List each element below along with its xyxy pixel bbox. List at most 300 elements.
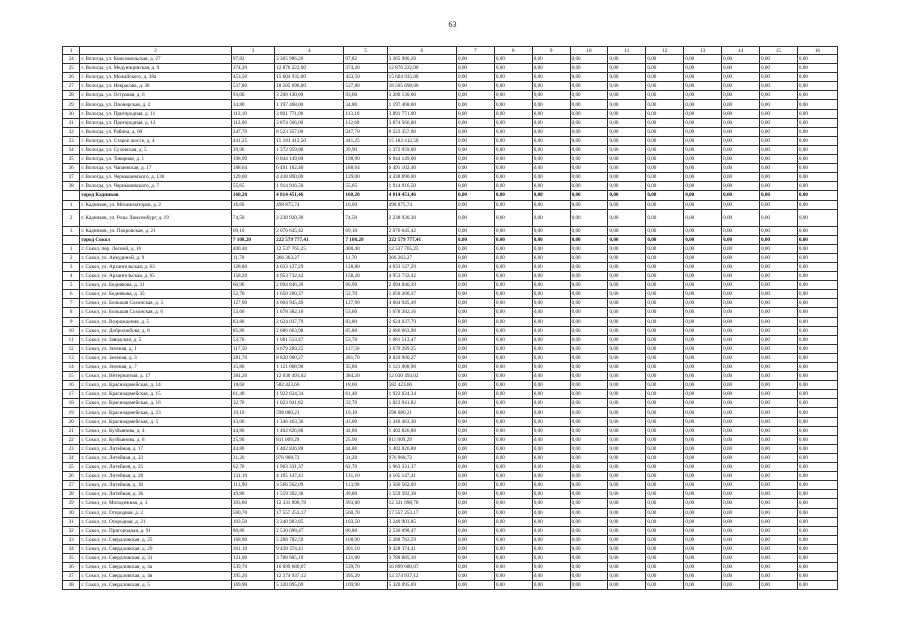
- zero-value-cell: 0,00: [608, 426, 646, 435]
- value-cell: 3 679 289,25: [275, 344, 344, 353]
- value-cell: 598 080,21: [387, 408, 456, 417]
- zero-value-cell: 0,00: [646, 226, 684, 235]
- zero-value-cell: 0,00: [456, 353, 494, 362]
- zero-value-cell: 0,00: [570, 335, 608, 344]
- zero-value-cell: 0,00: [608, 253, 646, 262]
- zero-value-cell: 0,00: [494, 463, 532, 472]
- zero-value-cell: 0,00: [684, 417, 722, 426]
- address-cell: г. Сокол, ул. Свердловская, д. 4в: [80, 572, 232, 581]
- zero-value-cell: 0,00: [722, 200, 760, 209]
- zero-value-cell: 0,00: [494, 335, 532, 344]
- table-row: [63, 281, 838, 290]
- zero-value-cell: 0,00: [759, 326, 797, 335]
- zero-value-cell: 0,00: [722, 381, 760, 390]
- zero-value-cell: 0,00: [456, 490, 494, 499]
- column-number-cell: 7: [456, 47, 494, 55]
- zero-value-cell: 0,00: [684, 453, 722, 462]
- zero-value-cell: 0,00: [570, 164, 608, 173]
- zero-value-cell: 0,00: [646, 381, 684, 390]
- row-number-cell: 1: [63, 200, 80, 209]
- zero-value-cell: 0,00: [646, 490, 684, 499]
- table-row: [63, 118, 838, 127]
- zero-value-cell: 0,00: [684, 272, 722, 281]
- zero-value-cell: 0,00: [494, 136, 532, 145]
- table-row: [63, 408, 838, 417]
- zero-value-cell: 0,00: [797, 353, 837, 362]
- zero-value-cell: 0,00: [797, 381, 837, 390]
- column-number-row: [63, 47, 838, 55]
- value-cell: 131,10: [231, 472, 274, 481]
- value-cell: 169,90: [231, 581, 274, 590]
- value-cell: 1 963 331,37: [387, 463, 456, 472]
- address-cell: г. Вологда, ул. Комсомольская, д. 27: [80, 55, 232, 64]
- row-number-cell: 26: [63, 472, 80, 481]
- value-cell: 18,60: [231, 381, 274, 390]
- address-cell: г. Сокол, ул. Огородная, д. 2: [80, 508, 232, 517]
- value-cell: 366 363,27: [387, 253, 456, 262]
- zero-value-cell: 0,00: [494, 191, 532, 200]
- value-cell: 66,90: [231, 281, 274, 290]
- zero-value-cell: 0,00: [722, 226, 760, 235]
- value-cell: 1 559 392,38: [275, 490, 344, 499]
- column-number-cell: 13: [684, 47, 722, 55]
- value-cell: 4 953 732,42: [387, 272, 456, 281]
- value-cell: 7 108,20: [344, 235, 387, 244]
- value-cell: 393,80: [231, 499, 274, 508]
- zero-value-cell: 0,00: [608, 155, 646, 164]
- value-cell: 8 820 900,27: [387, 353, 456, 362]
- address-cell: г. Сокол, ул. Красноармейская, д. 15: [80, 390, 232, 399]
- address-cell: город Сокол: [80, 235, 232, 244]
- zero-value-cell: 0,00: [684, 64, 722, 73]
- zero-value-cell: 0,00: [532, 127, 570, 136]
- value-cell: 66,90: [344, 281, 387, 290]
- zero-value-cell: 0,00: [684, 253, 722, 262]
- zero-value-cell: 0,00: [608, 417, 646, 426]
- value-cell: 12 876 222,00: [275, 64, 344, 73]
- zero-value-cell: 0,00: [646, 581, 684, 590]
- table-row: [63, 490, 838, 499]
- zero-value-cell: 0,00: [608, 118, 646, 127]
- zero-value-cell: 0,00: [532, 390, 570, 399]
- column-number-cell: 14: [722, 47, 760, 55]
- table-row: [63, 526, 838, 535]
- value-cell: 12 537 765,25: [275, 244, 344, 253]
- zero-value-cell: 0,00: [646, 417, 684, 426]
- value-cell: 395,20: [344, 572, 387, 581]
- zero-value-cell: 0,00: [797, 299, 837, 308]
- zero-value-cell: 0,00: [570, 145, 608, 154]
- address-cell: г. Сокол, ул. Литейная, д. 25: [80, 463, 232, 472]
- zero-value-cell: 0,00: [494, 344, 532, 353]
- zero-value-cell: 0,00: [570, 235, 608, 244]
- zero-value-cell: 0,00: [722, 563, 760, 572]
- zero-value-cell: 0,00: [759, 281, 797, 290]
- zero-value-cell: 0,00: [684, 444, 722, 453]
- zero-value-cell: 0,00: [456, 127, 494, 136]
- value-cell: 44,80: [344, 444, 387, 453]
- address-cell: г. Сокол, ул. Свердловская, д. 29: [80, 544, 232, 553]
- zero-value-cell: 0,00: [494, 363, 532, 372]
- zero-value-cell: 0,00: [494, 426, 532, 435]
- zero-value-cell: 0,00: [759, 335, 797, 344]
- zero-value-cell: 0,00: [722, 435, 760, 444]
- zero-value-cell: 0,00: [570, 127, 608, 136]
- value-cell: 15 604 935,00: [275, 73, 344, 82]
- zero-value-cell: 0,00: [684, 544, 722, 553]
- table-row: [63, 372, 838, 381]
- value-cell: 32,70: [344, 399, 387, 408]
- value-cell: 62,70: [231, 463, 274, 472]
- zero-value-cell: 0,00: [532, 155, 570, 164]
- zero-value-cell: 0,00: [722, 481, 760, 490]
- zero-value-cell: 0,00: [759, 481, 797, 490]
- zero-value-cell: 0,00: [570, 390, 608, 399]
- zero-value-cell: 0,00: [494, 435, 532, 444]
- zero-value-cell: 0,00: [608, 399, 646, 408]
- zero-value-cell: 0,00: [797, 235, 837, 244]
- zero-value-cell: 0,00: [759, 100, 797, 109]
- table-row: [63, 155, 838, 164]
- zero-value-cell: 0,00: [646, 344, 684, 353]
- zero-value-cell: 0,00: [494, 481, 532, 490]
- value-cell: 61,40: [344, 390, 387, 399]
- zero-value-cell: 0,00: [797, 526, 837, 535]
- table-row: [63, 463, 838, 472]
- value-cell: 168,90: [344, 535, 387, 544]
- zero-value-cell: 0,00: [759, 209, 797, 226]
- zero-value-cell: 0,00: [722, 353, 760, 362]
- zero-value-cell: 0,00: [646, 544, 684, 553]
- zero-value-cell: 0,00: [759, 508, 797, 517]
- row-number-cell: 28: [63, 91, 80, 100]
- value-cell: 85,80: [231, 326, 274, 335]
- zero-value-cell: 0,00: [646, 317, 684, 326]
- zero-value-cell: 0,00: [494, 535, 532, 544]
- value-cell: 393,80: [344, 499, 387, 508]
- zero-value-cell: 0,00: [759, 308, 797, 317]
- row-number-cell: 33: [63, 136, 80, 145]
- value-cell: 384,20: [231, 372, 274, 381]
- value-cell: 158,20: [231, 272, 274, 281]
- zero-value-cell: 0,00: [722, 472, 760, 481]
- zero-value-cell: 0,00: [608, 335, 646, 344]
- zero-value-cell: 0,00: [608, 490, 646, 499]
- zero-value-cell: 0,00: [494, 209, 532, 226]
- value-cell: 1 121 008,98: [275, 363, 344, 372]
- row-number-cell: 30: [63, 109, 80, 118]
- zero-value-cell: 0,00: [646, 100, 684, 109]
- zero-value-cell: 0,00: [570, 91, 608, 100]
- zero-value-cell: 0,00: [456, 164, 494, 173]
- zero-value-cell: 0,00: [608, 82, 646, 91]
- zero-value-cell: 0,00: [684, 118, 722, 127]
- row-number-cell: 27: [63, 82, 80, 91]
- zero-value-cell: 0,00: [494, 372, 532, 381]
- value-cell: 12 537 765,25: [387, 244, 456, 253]
- zero-value-cell: 0,00: [722, 508, 760, 517]
- zero-value-cell: 0,00: [646, 308, 684, 317]
- zero-value-cell: 0,00: [532, 581, 570, 590]
- zero-value-cell: 0,00: [494, 581, 532, 590]
- value-cell: 39,90: [344, 145, 387, 154]
- value-cell: 5 320 095,69: [275, 581, 344, 590]
- row-number-cell: [63, 235, 80, 244]
- value-cell: 83,80: [344, 317, 387, 326]
- zero-value-cell: 0,00: [684, 182, 722, 191]
- zero-value-cell: 0,00: [797, 317, 837, 326]
- value-cell: 4 814 451,46: [275, 191, 344, 200]
- zero-value-cell: 0,00: [684, 290, 722, 299]
- zero-value-cell: 0,00: [532, 481, 570, 490]
- zero-value-cell: 0,00: [646, 64, 684, 73]
- zero-value-cell: 0,00: [532, 426, 570, 435]
- zero-value-cell: 0,00: [722, 235, 760, 244]
- zero-value-cell: 0,00: [456, 517, 494, 526]
- zero-value-cell: 0,00: [532, 517, 570, 526]
- value-cell: 158,20: [344, 272, 387, 281]
- table-row: [63, 381, 838, 390]
- zero-value-cell: 0,00: [456, 390, 494, 399]
- table-row: [63, 244, 838, 253]
- value-cell: 1 197 468,00: [275, 100, 344, 109]
- zero-value-cell: 0,00: [532, 435, 570, 444]
- value-cell: 7 108,20: [231, 235, 274, 244]
- zero-value-cell: 0,00: [456, 426, 494, 435]
- value-cell: 113,90: [231, 481, 274, 490]
- zero-value-cell: 0,00: [684, 145, 722, 154]
- address-cell: г. Вологда, ул. Суховская, д. 5: [80, 145, 232, 154]
- value-cell: 1 402 826,88: [387, 444, 456, 453]
- address-cell: г. Вологда, ул. Чернышевского, д. 7: [80, 182, 232, 191]
- zero-value-cell: 0,00: [532, 408, 570, 417]
- row-number-cell: 30: [63, 508, 80, 517]
- zero-value-cell: 0,00: [684, 155, 722, 164]
- zero-value-cell: 0,00: [494, 118, 532, 127]
- value-cell: 1 922 624,34: [275, 390, 344, 399]
- value-cell: 4 004 945,49: [275, 299, 344, 308]
- value-cell: 198,90: [231, 155, 274, 164]
- zero-value-cell: 0,00: [494, 544, 532, 553]
- zero-value-cell: 0,00: [570, 363, 608, 372]
- address-cell: г. Вологда, ул. Можайского, д. 38а: [80, 73, 232, 82]
- zero-value-cell: 0,00: [608, 326, 646, 335]
- zero-value-cell: 0,00: [684, 244, 722, 253]
- value-cell: 55,65: [231, 182, 274, 191]
- zero-value-cell: 0,00: [570, 444, 608, 453]
- zero-value-cell: 0,00: [759, 173, 797, 182]
- zero-value-cell: 0,00: [532, 444, 570, 453]
- zero-value-cell: 0,00: [684, 164, 722, 173]
- value-cell: 6 491 102,40: [275, 164, 344, 173]
- address-cell: г. Сокол, ул. Литейная, д. 23: [80, 453, 232, 462]
- value-cell: 188,64: [344, 164, 387, 173]
- value-cell: 537,80: [231, 82, 274, 91]
- row-number-cell: 37: [63, 173, 80, 182]
- value-cell: 366 363,27: [275, 253, 344, 262]
- zero-value-cell: 0,00: [759, 544, 797, 553]
- zero-value-cell: 0,00: [456, 453, 494, 462]
- zero-value-cell: 0,00: [456, 326, 494, 335]
- zero-value-cell: 0,00: [722, 290, 760, 299]
- row-number-cell: 31: [63, 118, 80, 127]
- zero-value-cell: 0,00: [646, 535, 684, 544]
- value-cell: 582 423,66: [275, 381, 344, 390]
- zero-value-cell: 0,00: [684, 262, 722, 271]
- zero-value-cell: 0,00: [532, 235, 570, 244]
- value-cell: 3 240 903,85: [275, 517, 344, 526]
- value-cell: 12 374 937,12: [275, 572, 344, 581]
- address-cell: г. Вологда, ул. Чернышевского, д. 130: [80, 173, 232, 182]
- zero-value-cell: 0,00: [797, 481, 837, 490]
- zero-value-cell: 0,00: [797, 308, 837, 317]
- zero-value-cell: 0,00: [646, 109, 684, 118]
- table-row: [63, 317, 838, 326]
- value-cell: 4 438 890,00: [275, 173, 344, 182]
- zero-value-cell: 0,00: [722, 426, 760, 435]
- zero-value-cell: 0,00: [722, 64, 760, 73]
- address-cell: г. Сокол, ул. Литейная, д. 17: [80, 444, 232, 453]
- table-row: [63, 572, 838, 581]
- zero-value-cell: 0,00: [456, 182, 494, 191]
- row-number-cell: 28: [63, 490, 80, 499]
- zero-value-cell: 0,00: [759, 253, 797, 262]
- table-row: [63, 472, 838, 481]
- row-number-cell: 23: [63, 444, 80, 453]
- row-number-cell: 3: [63, 226, 80, 235]
- value-cell: 12 030 493,02: [387, 372, 456, 381]
- value-cell: 9 428 374,41: [275, 544, 344, 553]
- zero-value-cell: 0,00: [797, 226, 837, 235]
- zero-value-cell: 0,00: [532, 453, 570, 462]
- value-cell: 12 331 098,78: [275, 499, 344, 508]
- zero-value-cell: 0,00: [759, 463, 797, 472]
- zero-value-cell: 0,00: [608, 444, 646, 453]
- value-cell: 1 197 468,00: [387, 100, 456, 109]
- address-cell: г. Сокол, ул. Литейная, д. 36: [80, 490, 232, 499]
- row-number-cell: 14: [63, 363, 80, 372]
- zero-value-cell: 0,00: [722, 335, 760, 344]
- zero-value-cell: 0,00: [532, 100, 570, 109]
- zero-value-cell: 0,00: [494, 281, 532, 290]
- table-row: [63, 226, 838, 235]
- zero-value-cell: 0,00: [532, 281, 570, 290]
- zero-value-cell: 0,00: [456, 444, 494, 453]
- zero-value-cell: 0,00: [608, 290, 646, 299]
- address-cell: г. Сокол, ул. Красноармейская, д. 5: [80, 417, 232, 426]
- zero-value-cell: 0,00: [570, 317, 608, 326]
- value-cell: 1 023 941,82: [275, 399, 344, 408]
- row-number-cell: 36: [63, 164, 80, 173]
- zero-value-cell: 0,00: [797, 91, 837, 100]
- zero-value-cell: 0,00: [684, 308, 722, 317]
- zero-value-cell: 0,00: [494, 244, 532, 253]
- zero-value-cell: 0,00: [646, 390, 684, 399]
- zero-value-cell: 0,00: [722, 164, 760, 173]
- address-cell: г. Сокол, ул. Большая Сохонская, д. 3: [80, 299, 232, 308]
- address-cell: г. Сокол, ул. Красноармейская, д. 14: [80, 381, 232, 390]
- table-row: [63, 209, 838, 226]
- row-number-cell: 36: [63, 563, 80, 572]
- zero-value-cell: 0,00: [759, 191, 797, 200]
- row-number-cell: 2: [63, 209, 80, 226]
- row-number-cell: 29: [63, 100, 80, 109]
- zero-value-cell: 0,00: [456, 136, 494, 145]
- value-cell: 1 678 382,16: [387, 308, 456, 317]
- zero-value-cell: 0,00: [684, 173, 722, 182]
- zero-value-cell: 0,00: [456, 308, 494, 317]
- zero-value-cell: 0,00: [797, 335, 837, 344]
- value-cell: 83,80: [231, 317, 274, 326]
- value-cell: 560,70: [231, 508, 274, 517]
- zero-value-cell: 0,00: [456, 363, 494, 372]
- zero-value-cell: 0,00: [759, 235, 797, 244]
- value-cell: 2 094 846,39: [387, 281, 456, 290]
- address-cell: г. Сокол, ул. Добролюбова, д. 8: [80, 326, 232, 335]
- value-cell: 4 033 127,29: [275, 262, 344, 271]
- zero-value-cell: 0,00: [532, 200, 570, 209]
- zero-value-cell: 0,00: [494, 453, 532, 462]
- zero-value-cell: 0,00: [456, 253, 494, 262]
- zero-value-cell: 0,00: [684, 82, 722, 91]
- zero-value-cell: 0,00: [759, 581, 797, 590]
- value-cell: 112,60: [344, 118, 387, 127]
- value-cell: 131,10: [344, 472, 387, 481]
- address-cell: г. Сокол, ул. Интернатная, д. 17: [80, 372, 232, 381]
- zero-value-cell: 0,00: [797, 417, 837, 426]
- row-number-cell: 22: [63, 435, 80, 444]
- row-number-cell: 33: [63, 535, 80, 544]
- zero-value-cell: 0,00: [570, 308, 608, 317]
- zero-value-cell: 0,00: [494, 235, 532, 244]
- address-cell: г. Сокол, ул. Красноармейская, д. 23: [80, 408, 232, 417]
- address-cell: г. Вологда, ул. Некрасова, д. 38: [80, 82, 232, 91]
- zero-value-cell: 0,00: [797, 136, 837, 145]
- zero-value-cell: 0,00: [684, 191, 722, 200]
- zero-value-cell: 0,00: [608, 572, 646, 581]
- zero-value-cell: 0,00: [759, 563, 797, 572]
- zero-value-cell: 0,00: [684, 581, 722, 590]
- value-cell: 3 874 566,00: [275, 118, 344, 127]
- zero-value-cell: 0,00: [532, 290, 570, 299]
- row-number-cell: 1: [63, 244, 80, 253]
- zero-value-cell: 0,00: [494, 408, 532, 417]
- value-cell: 247,70: [231, 127, 274, 136]
- value-cell: 17 557 253,17: [387, 508, 456, 517]
- row-number-cell: 13: [63, 353, 80, 362]
- zero-value-cell: 0,00: [532, 262, 570, 271]
- zero-value-cell: 0,00: [570, 426, 608, 435]
- zero-value-cell: 0,00: [532, 317, 570, 326]
- zero-value-cell: 0,00: [759, 535, 797, 544]
- row-number-cell: 25: [63, 463, 80, 472]
- value-cell: 128,80: [231, 262, 274, 271]
- row-number-cell: 37: [63, 572, 80, 581]
- zero-value-cell: 0,00: [494, 299, 532, 308]
- zero-value-cell: 0,00: [797, 191, 837, 200]
- value-cell: 4 105 147,41: [275, 472, 344, 481]
- zero-value-cell: 0,00: [608, 453, 646, 462]
- subtotal-row: [63, 191, 838, 200]
- value-cell: 39,90: [231, 145, 274, 154]
- zero-value-cell: 0,00: [797, 164, 837, 173]
- zero-value-cell: 0,00: [797, 444, 837, 453]
- zero-value-cell: 0,00: [532, 308, 570, 317]
- zero-value-cell: 0,00: [608, 390, 646, 399]
- value-cell: 811 009,29: [387, 435, 456, 444]
- zero-value-cell: 0,00: [759, 353, 797, 362]
- row-number-cell: 25: [63, 64, 80, 73]
